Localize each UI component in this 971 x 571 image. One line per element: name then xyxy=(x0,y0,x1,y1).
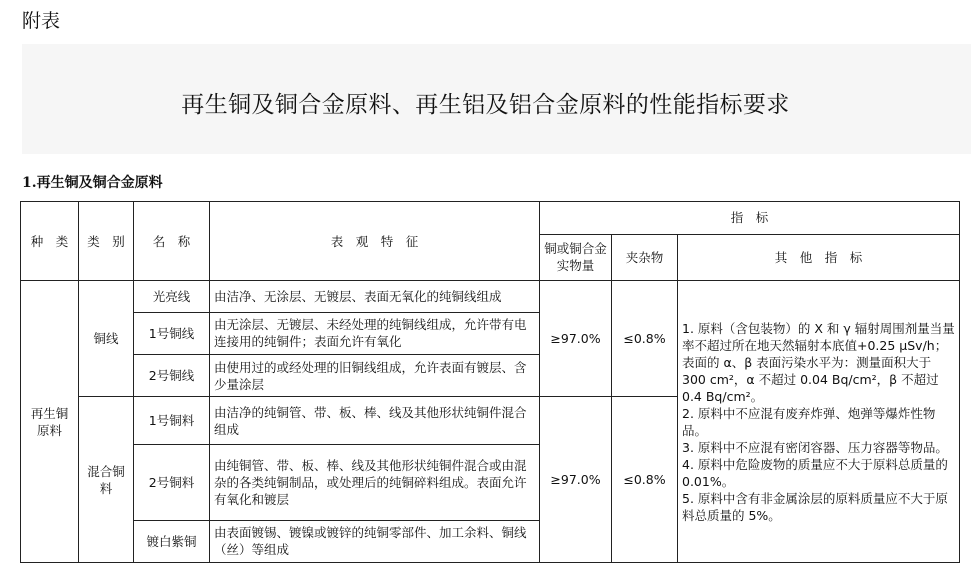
header-other: 其 他 指 标 xyxy=(678,234,960,280)
impurity-cell: ≤0.8% xyxy=(612,397,678,563)
name-cell: 光亮线 xyxy=(134,281,210,313)
name-cell: 1号铜料 xyxy=(134,397,210,445)
category-cell: 混合铜料 xyxy=(79,397,134,563)
specification-table xyxy=(20,201,960,563)
feature-cell: 由无涂层、无镀层、未经处理的纯铜线组成，允许带有电连接用的纯铜件；表面允许有氧化 xyxy=(210,312,540,354)
header-name: 名 称 xyxy=(134,202,210,281)
header-indicators: 指 标 xyxy=(540,202,960,235)
impurity-cell: ≤0.8% xyxy=(612,281,678,397)
header-kind: 种 类 xyxy=(21,202,79,281)
feature-cell: 由洁净、无涂层、无镀层、表面无氧化的纯铜线组成 xyxy=(210,281,540,313)
table-row xyxy=(21,281,960,313)
document-title: 再生铜及铜合金原料、再生铝及铝合金原料的性能指标要求 xyxy=(181,92,790,118)
category-cell: 铜线 xyxy=(79,281,134,397)
header-appearance: 表 观 特 征 xyxy=(210,202,540,281)
metal-content-cell: ≥97.0% xyxy=(540,397,612,563)
feature-cell: 由使用过的或经处理的旧铜线组成，允许表面有镀层、含少量涂层 xyxy=(210,355,540,397)
other-note: 2. 原料中不应混有废弃炸弹、炮弹等爆炸性物品。 xyxy=(682,405,936,438)
name-cell: 镀白紫铜 xyxy=(134,520,210,562)
header-impurity: 夹杂物 xyxy=(612,234,678,280)
other-note: 3. 原料中不应混有密闭容器、压力容器等物品。 xyxy=(682,439,948,455)
other-indicators-cell xyxy=(678,281,960,563)
feature-cell: 由洁净的纯铜管、带、板、棒、线及其他形状纯铜件混合组成 xyxy=(210,397,540,445)
name-cell: 2号铜线 xyxy=(134,355,210,397)
kind-cell: 再生铜原料 xyxy=(21,281,79,563)
feature-cell: 由表面镀锡、镀镍或镀锌的纯铜零部件、加工余料、铜线（丝）等组成 xyxy=(210,520,540,562)
other-note: 4. 原料中危险废物的质量应不大于原料总质量的 0.01%。 xyxy=(682,456,948,489)
name-cell: 1号铜线 xyxy=(134,312,210,354)
other-note: 1. 原料（含包装物）的 X 和 γ 辐射周围剂量当量率不超过所在地天然辐射本底值+0.25 μSv/h；表面的 α、β 表面污染水平为：测量面积大于 300 cm²，α 不超过 0.04 Bq/cm²，β 不超过 0.4 Bq/cm²。 xyxy=(682,320,955,404)
metal-content-cell: ≥97.0% xyxy=(540,281,612,397)
appendix-heading: 附表 xyxy=(22,10,61,32)
other-note: 5. 原料中含有非金属涂层的原料质量应不大于原料总质量的 5%。 xyxy=(682,490,948,523)
section-title: 1.再生铜及铜合金原料 xyxy=(22,175,163,191)
name-cell: 2号铜料 xyxy=(134,444,210,520)
feature-cell: 由纯铜管、带、板、棒、线及其他形状纯铜件混合或由混杂的各类纯铜制品，或处理后的纯铜碎料组成。表面允许有氧化和镀层 xyxy=(210,444,540,520)
header-category: 类 别 xyxy=(79,202,134,281)
header-metal-content: 铜或铜合金实物量 xyxy=(540,234,612,280)
